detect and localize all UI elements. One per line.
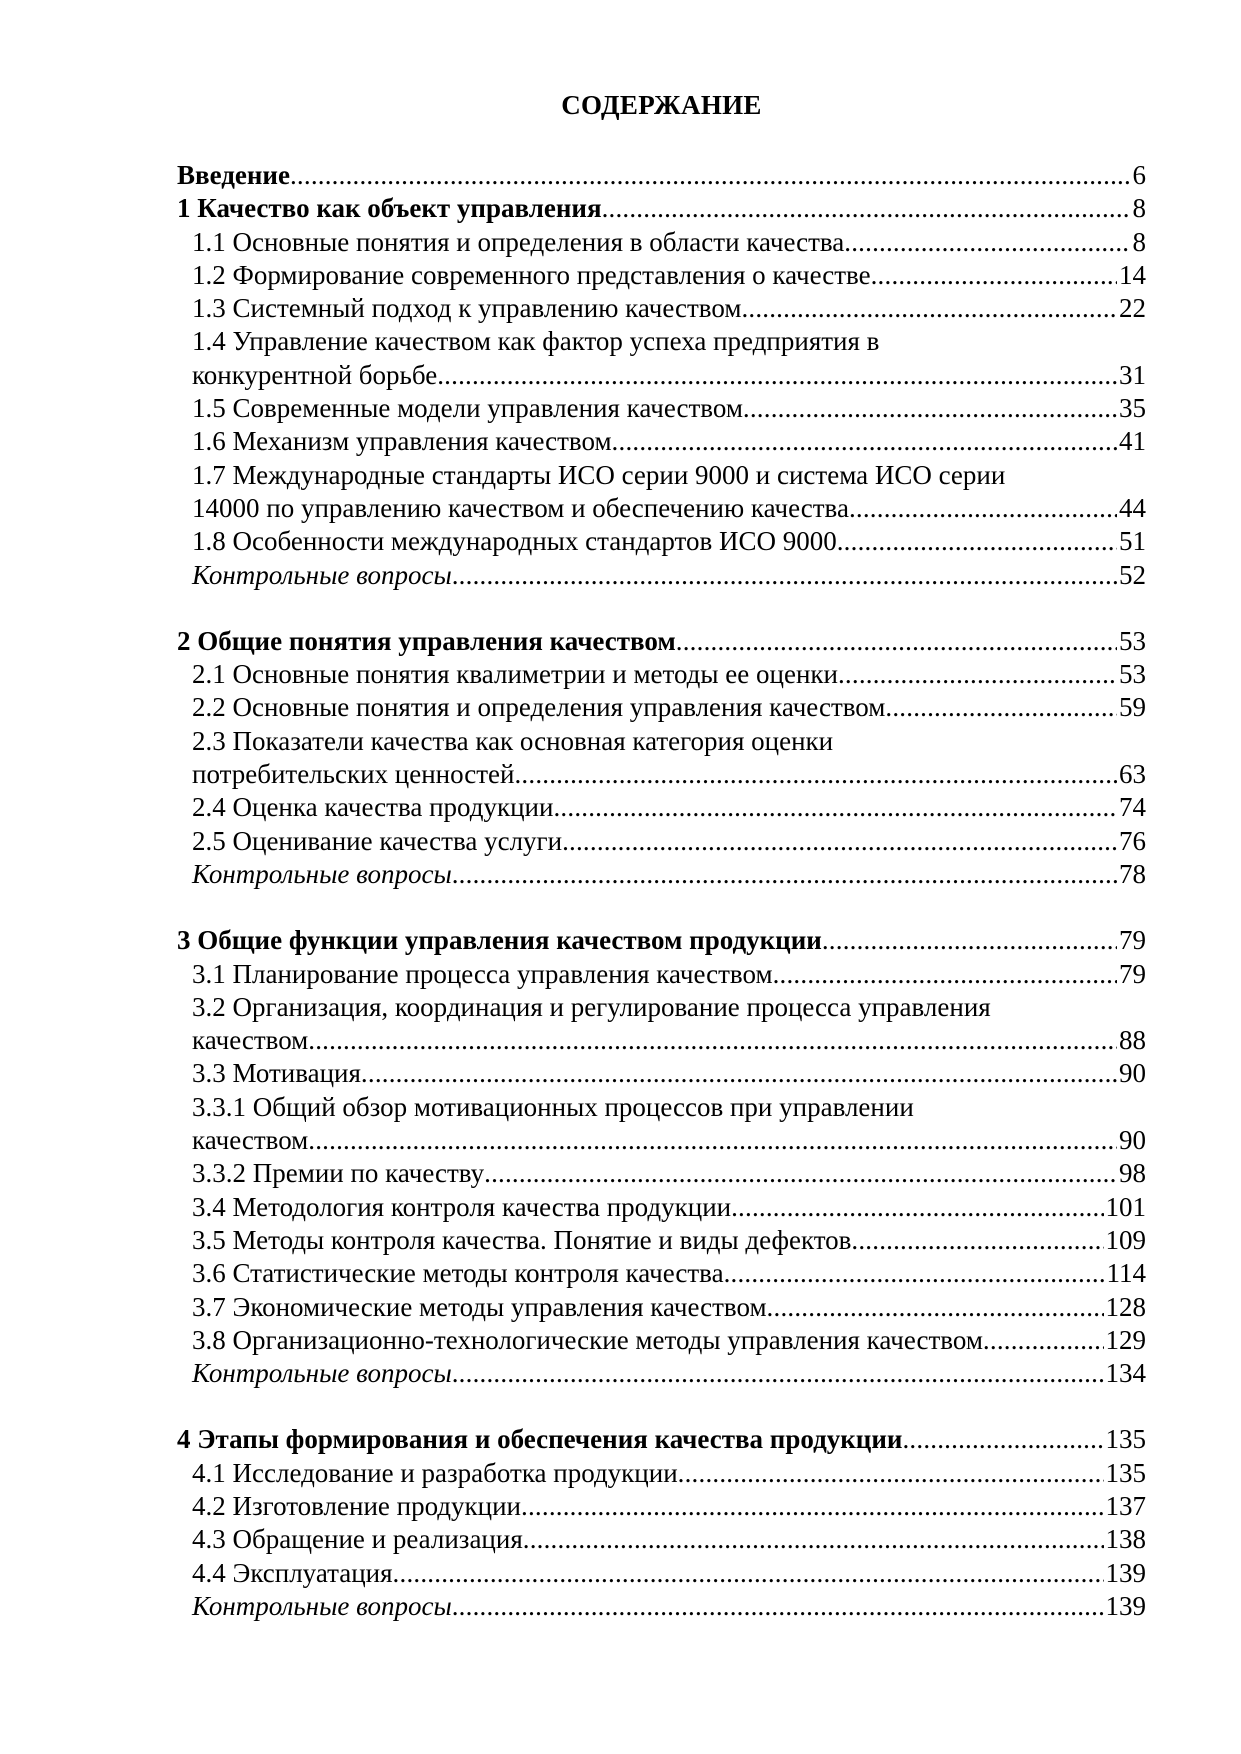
page-title: СОДЕРЖАНИЕ <box>561 90 762 120</box>
dot-leader <box>452 858 1117 891</box>
dot-leader <box>523 1523 1104 1556</box>
toc-entry-3-1[interactable] <box>177 958 1146 991</box>
toc-page-number: 53 <box>1119 625 1146 656</box>
toc-page <box>177 88 1146 1623</box>
toc-chapter-title: 4 Этапы формирования и обеспечения качества продукции <box>177 1424 903 1455</box>
toc-entry-text: 4.4 Эксплуатация <box>192 1557 393 1588</box>
toc-entry-review-questions-2[interactable] <box>177 858 1146 891</box>
toc-entry-4-2[interactable] <box>177 1490 1146 1523</box>
toc-page-number: 79 <box>1119 925 1146 956</box>
dot-leader <box>678 1457 1104 1490</box>
toc-entry-3-4[interactable] <box>177 1191 1146 1224</box>
toc-entry-1-7[interactable] <box>177 459 1146 526</box>
toc-page-number: 79 <box>1119 958 1146 989</box>
toc-entry-text: 4.1 Исследование и разработка продукции <box>192 1457 678 1488</box>
toc-page-number: 41 <box>1119 426 1146 457</box>
toc-entry-text: Контрольные вопросы <box>192 1590 452 1621</box>
toc-entry-text-line1: 1.4 Управление качеством как фактор успеха предприятия в <box>192 326 880 357</box>
toc-page-number: 52 <box>1119 559 1146 590</box>
toc-entry-3-3[interactable] <box>177 1057 1146 1090</box>
toc-chapter-1[interactable] <box>177 192 1146 225</box>
toc-page-number: 8 <box>1132 193 1146 224</box>
toc-entry-text: Контрольные вопросы <box>192 559 452 590</box>
dot-leader <box>731 1191 1103 1224</box>
dot-leader <box>452 559 1117 592</box>
dot-leader <box>308 1024 1117 1057</box>
toc-page-number: 109 <box>1105 1224 1146 1255</box>
section-spacer <box>177 592 1146 625</box>
toc-entry-text: конкурентной борьбе <box>192 359 438 390</box>
toc-page-number: 128 <box>1105 1291 1146 1322</box>
toc-entry-continuation <box>192 1124 1146 1157</box>
toc-entry-continuation <box>192 1024 1146 1057</box>
toc-entry-text: потребительских ценностей <box>192 759 515 790</box>
toc-chapter-title: 2 Общие понятия управления качеством <box>177 625 676 656</box>
toc-page-number: 59 <box>1119 692 1146 723</box>
toc-entry-text-line1: 1.7 Международные стандарты ИСО серии 9000 и система ИСО серии <box>192 459 1006 490</box>
toc-entry-3-5[interactable] <box>177 1224 1146 1257</box>
toc-page-number: 51 <box>1119 526 1146 557</box>
toc-entry-3-7[interactable] <box>177 1291 1146 1324</box>
toc-page-number: 44 <box>1119 492 1146 523</box>
dot-leader <box>837 525 1117 558</box>
toc-page-number: 76 <box>1119 825 1146 856</box>
toc-entry-text: 1.5 Современные модели управления качеством <box>192 393 743 424</box>
toc-entry-continuation <box>192 758 1146 791</box>
toc-page-number: 78 <box>1119 858 1146 889</box>
toc-entry-text: 2.5 Оценивание качества услуги <box>192 825 563 856</box>
toc-entry-text: 4.2 Изготовление продукции <box>192 1490 522 1521</box>
dot-leader <box>741 292 1117 325</box>
toc-entry-text-line1: 2.3 Показатели качества как основная категория оценки <box>192 725 834 756</box>
dot-leader <box>822 924 1117 957</box>
toc-page-number: 98 <box>1119 1158 1146 1189</box>
dot-leader <box>361 1057 1117 1090</box>
toc-entry-text: качеством <box>192 1125 309 1156</box>
toc-page-number: 31 <box>1119 359 1146 390</box>
toc-page-number: 139 <box>1105 1590 1146 1621</box>
dot-leader <box>602 192 1131 225</box>
toc-entry-text: 1.8 Особенности международных стандартов ИСО 9000 <box>192 526 837 557</box>
section-spacer <box>177 891 1146 924</box>
toc-chapter-title: 3 Общие функции управления качеством продукции <box>177 925 822 956</box>
dot-leader <box>452 1357 1104 1390</box>
toc-entry-text: 3.5 Методы контроля качества. Понятие и виды дефектов <box>192 1224 852 1255</box>
toc-entry-intro[interactable] <box>177 159 1146 192</box>
toc-entry-4-4[interactable] <box>177 1557 1146 1590</box>
toc-entry-continuation <box>192 492 1146 525</box>
toc-entry-review-questions-1[interactable] <box>177 559 1146 592</box>
toc-page-number: 139 <box>1105 1557 1146 1588</box>
toc-entry-3-8[interactable] <box>177 1324 1146 1357</box>
toc-entry-text: 2.1 Основные понятия квалиметрии и методы ее оценки <box>192 659 838 690</box>
toc-entry-1-5[interactable] <box>177 392 1146 425</box>
toc-chapter-4[interactable] <box>177 1423 1146 1456</box>
toc-entry-3-2[interactable] <box>177 991 1146 1058</box>
toc-entry-2-3[interactable] <box>177 725 1146 792</box>
toc-page-number: 88 <box>1119 1025 1146 1056</box>
toc-entry-1-6[interactable] <box>177 425 1146 458</box>
dot-leader <box>437 359 1117 392</box>
toc-page-number: 134 <box>1105 1358 1146 1389</box>
dot-leader <box>612 425 1117 458</box>
toc-page-number: 35 <box>1119 393 1146 424</box>
toc-page-number: 14 <box>1119 259 1146 290</box>
toc-page-number: 90 <box>1119 1125 1146 1156</box>
toc-entry-1-8[interactable] <box>177 525 1146 558</box>
dot-leader <box>484 1157 1117 1190</box>
toc-entry-text: качеством <box>192 1025 309 1056</box>
toc-entry-3-3-1[interactable] <box>177 1091 1146 1158</box>
dot-leader <box>514 758 1117 791</box>
toc-entry-3-6[interactable] <box>177 1257 1146 1290</box>
toc-entry-review-questions-3[interactable] <box>177 1357 1146 1390</box>
toc-entry-text: 4.3 Обращение и реализация <box>192 1524 523 1555</box>
toc-page-number: 101 <box>1105 1191 1146 1222</box>
toc-page-number: 53 <box>1119 659 1146 690</box>
toc-page-number: 135 <box>1105 1424 1146 1455</box>
toc-page-number: 129 <box>1105 1324 1146 1355</box>
toc-entry-text: 1.3 Системный подход к управлению качеством <box>192 293 742 324</box>
dot-leader <box>849 492 1117 525</box>
toc-entry-text: 2.2 Основные понятия и определения управления качеством <box>192 692 886 723</box>
toc-entry-text-line1: 3.3.1 Общий обзор мотивационных процессов при управлении <box>192 1091 914 1122</box>
dot-leader <box>743 392 1117 425</box>
toc-entry-4-3[interactable] <box>177 1523 1146 1556</box>
toc-entry-text: 1.1 Основные понятия и определения в области качества <box>192 226 845 257</box>
toc-entry-2-2[interactable] <box>177 691 1146 724</box>
toc-entry-text: 3.1 Планирование процесса управления качеством <box>192 958 773 989</box>
toc-entry-text: 2.4 Оценка качества продукции <box>192 792 554 823</box>
toc-entry-2-5[interactable] <box>177 825 1146 858</box>
toc-page-number: 114 <box>1106 1258 1146 1289</box>
toc-page-number: 8 <box>1132 226 1146 257</box>
toc-entry-text: 1.2 Формирование современного представления о качестве <box>192 259 871 290</box>
toc-entry-1-3[interactable] <box>177 292 1146 325</box>
toc-entry-text: Контрольные вопросы <box>192 1358 452 1389</box>
toc-entry-text: 3.3.2 Премии по качеству <box>192 1158 485 1189</box>
toc-chapter-2[interactable] <box>177 625 1146 658</box>
dot-leader <box>676 625 1117 658</box>
toc-entry-4-1[interactable] <box>177 1457 1146 1490</box>
toc-entry-text: Введение <box>177 160 290 190</box>
dot-leader <box>871 259 1117 292</box>
dot-leader <box>521 1490 1103 1523</box>
toc-chapter-title: 1 Качество как объект управления <box>177 193 602 224</box>
toc-entry-continuation <box>192 359 1146 392</box>
toc-entry-1-2[interactable] <box>177 259 1146 292</box>
toc-entry-text: 3.6 Статистические методы контроля качества <box>192 1258 724 1289</box>
dot-leader <box>724 1257 1105 1290</box>
toc-entry-text: 3.8 Организационно-технологические методы управления качеством <box>192 1324 983 1355</box>
toc-entry-2-4[interactable] <box>177 791 1146 824</box>
toc-entry-text-line1: 3.2 Организация, координация и регулирование процесса управления <box>192 991 991 1022</box>
toc-entry-text: 3.7 Экономические методы управления качеством <box>192 1291 767 1322</box>
toc-page-number: 63 <box>1119 759 1146 790</box>
toc-entry-text: Контрольные вопросы <box>192 858 452 889</box>
toc-entry-text: 3.4 Методология контроля качества продукции <box>192 1191 732 1222</box>
toc-entry-2-1[interactable] <box>177 658 1146 691</box>
toc-entry-review-questions-4[interactable] <box>177 1590 1146 1623</box>
dot-leader <box>844 226 1130 259</box>
dot-leader <box>773 958 1117 991</box>
toc-page-number: 22 <box>1119 293 1146 324</box>
dot-leader <box>393 1557 1104 1590</box>
dot-leader <box>851 1224 1103 1257</box>
section-spacer <box>177 1390 1146 1423</box>
toc-entry-1-4[interactable] <box>177 325 1146 392</box>
dot-leader <box>838 658 1117 691</box>
toc-entry-text: 14000 по управлению качеством и обеспечению качества <box>192 492 849 523</box>
toc-page-number: 135 <box>1105 1457 1146 1488</box>
toc-page-number: 137 <box>1105 1490 1146 1521</box>
toc-page-number: 74 <box>1119 792 1146 823</box>
dot-leader <box>902 1423 1103 1456</box>
toc-page-number: 138 <box>1105 1524 1146 1555</box>
dot-leader <box>452 1590 1104 1623</box>
dot-leader <box>885 691 1117 724</box>
dot-leader <box>983 1324 1104 1357</box>
toc-chapter-3[interactable] <box>177 924 1146 957</box>
dot-leader <box>553 791 1117 824</box>
dot-leader <box>308 1124 1117 1157</box>
toc-page-number: 6 <box>1132 160 1146 190</box>
toc-entry-text: 3.3 Мотивация <box>192 1058 361 1089</box>
toc-entry-1-1[interactable] <box>177 226 1146 259</box>
toc-entry-3-3-2[interactable] <box>177 1157 1146 1190</box>
dot-leader <box>562 825 1117 858</box>
toc-entry-text: 1.6 Механизм управления качеством <box>192 426 612 457</box>
dot-leader <box>767 1291 1104 1324</box>
dot-leader <box>290 159 1131 192</box>
toc-page-number: 90 <box>1119 1058 1146 1089</box>
